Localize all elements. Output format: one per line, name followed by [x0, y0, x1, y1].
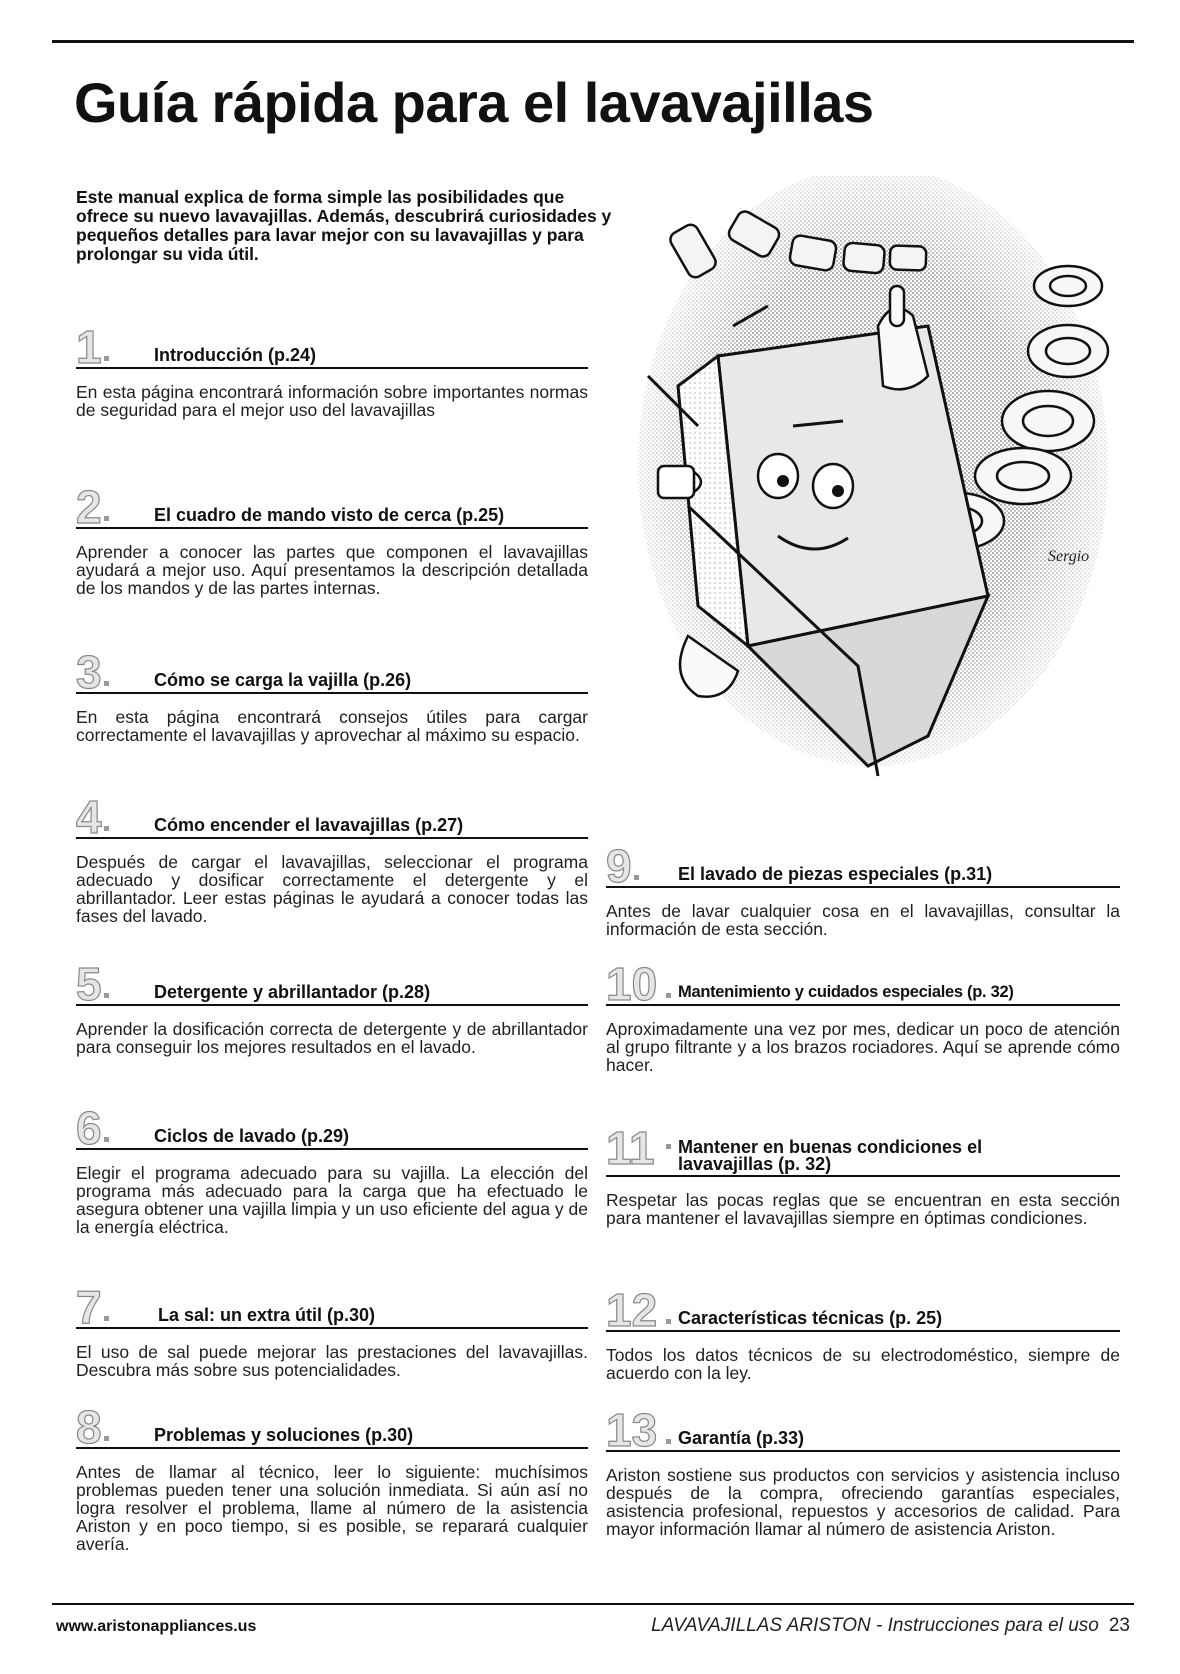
section-number: 2 — [76, 481, 102, 533]
section-2 — [76, 483, 588, 597]
section-header — [76, 958, 588, 1010]
footer-url-link[interactable]: www.aristonappliances.us — [56, 1618, 257, 1635]
footer-running-title — [651, 1615, 1130, 1637]
section-3 — [76, 648, 588, 744]
section-body: Respetar las pocas reglas que se encuentran en esta sección para mantener el lavavajillas siempre en óptimas condiciones. — [606, 1190, 1120, 1228]
section-body: En esta página encontrará consejos útiles para cargar correctamente el lavavajillas y aprovechar al máximo su espacio. — [76, 707, 588, 745]
section-body: En esta página encontrará información sobre importantes normas de seguridad para el mejor uso del lavavajillas — [76, 382, 588, 420]
section-number: 13 — [606, 1404, 658, 1456]
section-10 — [606, 960, 1120, 1074]
section-body: Ariston sostiene sus productos con servicios y asistencia incluso después de la compra, ofreciendo garantías especiales, asistencia profesional, repuestos y accesorios de calidad. Para mayor información llamar al número de asistencia Ariston. — [606, 1465, 1120, 1539]
section-body: Aprender a conocer las partes que componen el lavavajillas ayudará a mejor uso. Aquí presentamos la descripción detallada de los mandos y de las partes internas. — [76, 542, 588, 598]
section-title: Detergente y abrillantador (p.28) — [154, 982, 431, 1002]
bullet-icon — [666, 1144, 671, 1149]
section-body: Antes de lavar cualquier cosa en el lavavajillas, consultar la información de esta sección. — [606, 901, 1120, 939]
section-body: Elegir el programa adecuado para su vajilla. La elección del programa más adecuado para la carga que ha efectuado le asegura obtener una vajilla limpia y un uso eficiente del agua y de la energía eléctrica. — [76, 1163, 588, 1237]
section-title: Mantenimiento y cuidados especiales (p. 32) — [678, 983, 1014, 1001]
section-title: Cómo se carga la vajilla (p.26) — [154, 670, 412, 690]
section-header — [76, 1401, 588, 1453]
bullet-icon — [104, 1316, 109, 1321]
section-body: Todos los datos técnicos de su electrodoméstico, siempre de acuerdo con la ley. — [606, 1345, 1120, 1383]
section-title: El cuadro de mando visto de cerca (p.25) — [154, 505, 505, 525]
dishwasher-illustration — [628, 176, 1130, 782]
bullet-icon — [104, 993, 109, 998]
section-number: 7 — [76, 1281, 102, 1333]
section-13 — [606, 1406, 1120, 1538]
section-body: El uso de sal puede mejorar las prestaciones del lavavajillas. Descubra más sobre sus potencialidades. — [76, 1342, 588, 1380]
bullet-icon — [104, 516, 109, 521]
section-7 — [76, 1283, 588, 1379]
section-header — [606, 1284, 1120, 1336]
section-body: Antes de llamar al técnico, leer lo siguiente: muchísimos problemas pueden tener una solución inmediata. Si aún así no logra resolver el problema, llame al número de la asistencia Ariston y en poco tiempo, si es posible, se reparará cualquier avería. — [76, 1462, 588, 1554]
bullet-icon — [666, 1439, 671, 1444]
bullet-icon — [104, 356, 109, 361]
section-4 — [76, 793, 588, 925]
section-body: Después de cargar el lavavajillas, seleccionar el programa adecuado y dosificar correctamente el detergente y el abrillantador. Leer estas páginas le ayudará a conocer todas las fases del lavado. — [76, 852, 588, 926]
page-title: Guía rápida para el lavavajillas — [74, 71, 874, 134]
section-body: Aprender la dosificación correcta de detergente y de abrillantador para conseguir los mejores resultados en el lavado. — [76, 1019, 588, 1057]
section-body: Aproximadamente una vez por mes, dedicar un poco de atención al grupo filtrante y a los brazos rociadores. Aquí se aprende cómo hacer. — [606, 1019, 1120, 1075]
bullet-icon — [104, 681, 109, 686]
section-header — [606, 1404, 1120, 1456]
bullet-icon — [104, 826, 109, 831]
section-title: El lavado de piezas especiales (p.31) — [678, 864, 993, 884]
section-title: Ciclos de lavado (p.29) — [154, 1126, 350, 1146]
section-12 — [606, 1286, 1120, 1382]
section-title: La sal: un extra útil (p.30) — [158, 1305, 376, 1325]
section-header — [76, 1281, 588, 1333]
section-title: Mantener en buenas condiciones el lavavajillas (p. 32) — [678, 1137, 983, 1174]
section-number: 5 — [76, 958, 102, 1010]
section-title: Características técnicas (p. 25) — [678, 1308, 943, 1328]
section-11 — [606, 1122, 1120, 1228]
section-title: Cómo encender el lavavajillas (p.27) — [154, 815, 464, 835]
section-6 — [76, 1104, 588, 1236]
bullet-icon — [666, 1319, 671, 1324]
section-number: 12 — [606, 1284, 658, 1336]
section-title: Introducción (p.24) — [154, 345, 316, 365]
section-8 — [76, 1403, 588, 1553]
section-header — [76, 646, 588, 698]
section-5 — [76, 960, 588, 1056]
footer-text: LAVAVAJILLAS ARISTON - Instrucciones para el uso — [651, 1615, 1099, 1636]
section-header — [606, 1122, 1120, 1177]
section-header — [606, 958, 1120, 1010]
section-number: 1 — [76, 321, 102, 373]
section-number: 11 — [606, 1122, 655, 1174]
section-9 — [606, 842, 1120, 938]
section-header — [76, 791, 588, 843]
section-number: 3 — [76, 646, 102, 698]
section-header — [76, 1102, 588, 1154]
page-number: 23 — [1108, 1615, 1130, 1636]
intro-text: Este manual explica de forma simple las posibilidades que ofrece su nuevo lavavajillas. Además, descubrirá curiosidades y pequeños detalles para lavar mejor con su lavavajillas y para prolongar su vida útil. — [76, 187, 612, 264]
section-title: Problemas y soluciones (p.30) — [154, 1425, 414, 1445]
section-1 — [76, 323, 588, 419]
section-number: 8 — [76, 1401, 102, 1453]
section-number: 10 — [606, 958, 658, 1010]
bullet-icon — [104, 1137, 109, 1142]
bullet-icon — [666, 993, 671, 998]
section-header — [606, 840, 1120, 892]
top-rule — [52, 40, 1134, 43]
section-number: 4 — [76, 791, 102, 843]
illustration-signature: Sergio — [1048, 548, 1090, 565]
section-number: 9 — [606, 840, 632, 892]
section-header — [76, 321, 588, 373]
bullet-icon — [634, 875, 639, 880]
section-title: Garantía (p.33) — [678, 1428, 805, 1448]
bottom-rule — [52, 1603, 1134, 1605]
section-number: 6 — [76, 1102, 102, 1154]
bullet-icon — [104, 1436, 109, 1441]
section-header — [76, 481, 588, 533]
